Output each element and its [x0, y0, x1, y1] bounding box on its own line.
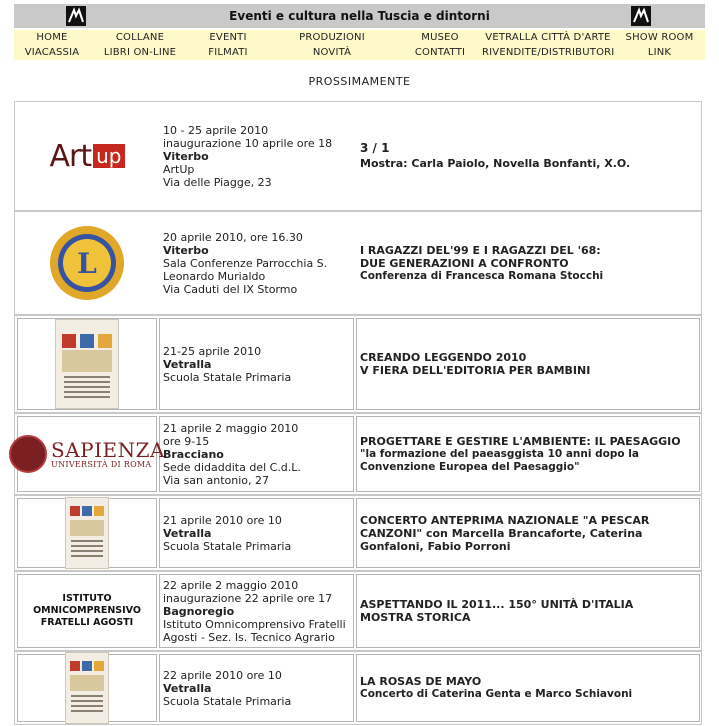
- event-item: [14, 315, 702, 413]
- event-poster-image: [65, 497, 109, 569]
- event-info: [161, 212, 355, 314]
- event-city: Bagnoregio: [163, 604, 235, 618]
- main-nav: [14, 30, 705, 60]
- institute-line: ISTITUTO: [62, 593, 112, 604]
- event-logo[interactable]: [17, 316, 157, 412]
- event-item: [14, 651, 702, 725]
- sapienza-subname: UNIVERSITÀ DI ROMA: [51, 459, 152, 469]
- event-time: ore 9-15: [163, 434, 210, 448]
- sapienza-name: SAPIENZA: [51, 437, 165, 462]
- event-date: 10 - 25 aprile 2010: [163, 123, 269, 137]
- event-subtitle: V FIERA DELL'EDITORIA PER BAMBINI: [360, 364, 591, 377]
- event-subtitle: Mostra: Carla Paiolo, Novella Bonfanti, X.O.: [360, 157, 631, 170]
- event-city: Vetralla: [163, 357, 212, 371]
- event-city: Bracciano: [163, 447, 224, 461]
- event-desc: [358, 316, 700, 412]
- nav-show-room[interactable]: SHOW ROOM: [625, 32, 694, 43]
- nav-collane[interactable]: COLLANE: [115, 32, 165, 43]
- event-date-detail: inaugurazione 10 aprile ore 18: [163, 136, 333, 150]
- event-item: [14, 571, 702, 651]
- nav-produzioni[interactable]: PRODUZIONI: [299, 32, 365, 43]
- event-info: [161, 414, 355, 494]
- event-date: 22 aprile 2 maggio 2010: [163, 578, 299, 592]
- event-place-cont: Leonardo Murialdo: [163, 269, 266, 283]
- artup-logo: [50, 139, 125, 174]
- event-city: Viterbo: [163, 149, 209, 163]
- event-place: Sede didaddita del C.d.L.: [163, 460, 301, 474]
- event-desc: [358, 212, 700, 314]
- site-title: Eventi e cultura nella Tuscia e dintorni: [229, 9, 490, 23]
- sapienza-logo: [9, 435, 165, 473]
- event-info: [161, 572, 355, 650]
- site-header: [14, 4, 705, 28]
- event-info: [161, 316, 355, 412]
- nav-rivendite[interactable]: RIVENDITE/DISTRIBUTORI: [482, 47, 615, 58]
- event-subtitle: Conferenza di Francesca Romana Stocchi: [360, 269, 604, 282]
- section-title: PROSSIMAMENTE: [308, 75, 411, 88]
- event-subtitle: Concerto di Caterina Genta e Marco Schiavoni: [360, 688, 633, 700]
- nav-eventi[interactable]: EVENTI: [209, 32, 247, 43]
- event-title: 3 / 1: [360, 141, 390, 155]
- event-desc: [358, 652, 700, 724]
- event-title: CONCERTO ANTEPRIMA NAZIONALE "A PESCAR CANZONI" con Marcella Brancaforte, Caterina Gonfaloni, Fabio Porroni: [360, 513, 650, 553]
- event-subtitle: MOSTRA STORICA: [360, 611, 471, 624]
- event-title-cont: DUE GENERAZIONI A CONFRONTO: [360, 256, 569, 270]
- event-info: [161, 652, 355, 724]
- event-poster-image: [55, 319, 119, 409]
- event-item: [14, 101, 702, 211]
- event-date-detail: inaugurazione 22 aprile ore 17: [163, 591, 333, 605]
- event-title: PROGETTARE E GESTIRE L'AMBIENTE: IL PAESAGGIO: [360, 434, 681, 448]
- event-title: LA ROSAS DE MAYO: [360, 675, 482, 688]
- artup-logo-badge: up: [93, 144, 124, 168]
- event-place: Scuola Statale Primaria: [163, 370, 292, 384]
- event-desc: [358, 572, 700, 650]
- nav-novita[interactable]: NOVITÀ: [312, 47, 352, 58]
- nav-link[interactable]: LINK: [647, 47, 672, 58]
- event-title: CREANDO LEGGENDO 2010: [360, 351, 527, 364]
- nav-viacassia[interactable]: VIACASSIA: [24, 47, 80, 58]
- event-logo[interactable]: [17, 414, 165, 494]
- event-logo[interactable]: [17, 102, 157, 210]
- event-city: Vetralla: [163, 681, 212, 695]
- event-date: 21-25 aprile 2010: [163, 344, 262, 358]
- event-place-cont: Agosti - Sez. Is. Tecnico Agrario: [163, 630, 335, 644]
- event-place: Scuola Statale Primaria: [163, 694, 292, 708]
- event-desc: [358, 496, 700, 570]
- event-title: ASPETTANDO IL 2011... 150° UNITÀ D'ITALIA: [360, 598, 634, 611]
- event-date: 21 aprile 2010 ore 10: [163, 513, 282, 527]
- event-item: [14, 211, 702, 315]
- event-date: 22 aprile 2010 ore 10: [163, 668, 282, 682]
- event-city: Vetralla: [163, 526, 212, 540]
- event-place: Istituto Omnicomprensivo Fratelli: [163, 617, 346, 631]
- dm-logo-icon[interactable]: [631, 6, 651, 26]
- event-subtitle: "la formazione del paeasggista 10 anni dopo la Convenzione Europea del Paesaggio": [360, 447, 639, 473]
- nav-filmati[interactable]: FILMATI: [208, 47, 248, 58]
- sapienza-seal-icon: [9, 435, 47, 473]
- event-logo[interactable]: [17, 652, 157, 724]
- event-info: [161, 496, 355, 570]
- institute-logo-text: [33, 593, 141, 629]
- nav-home[interactable]: HOME: [36, 32, 68, 43]
- institute-line: OMNICOMPRENSIVO: [33, 605, 141, 616]
- artup-logo-text: Art: [49, 138, 92, 174]
- event-item: [14, 495, 702, 571]
- event-logo[interactable]: [17, 212, 157, 314]
- event-info: [161, 102, 355, 210]
- event-city: Viterbo: [163, 243, 209, 257]
- institute-line: FRATELLI AGOSTI: [40, 617, 134, 628]
- event-desc: [358, 414, 700, 494]
- lions-club-logo-icon: [48, 224, 126, 302]
- event-logo[interactable]: [17, 572, 157, 650]
- event-item: [14, 413, 702, 495]
- nav-museo[interactable]: MUSEO: [421, 32, 459, 43]
- event-poster-image: [65, 652, 109, 724]
- event-place: Sala Conferenze Parrocchia S.: [163, 256, 328, 270]
- event-place: ArtUp: [163, 162, 195, 176]
- event-address: Via delle Piagge, 23: [163, 175, 272, 189]
- event-place: Scuola Statale Primaria: [163, 539, 292, 553]
- event-address: Via san antonio, 27: [163, 473, 270, 487]
- event-title: I RAGAZZI DEL'99 E I RAGAZZI DEL '68:: [360, 243, 601, 257]
- event-date: 21 aprile 2 maggio 2010: [163, 421, 299, 435]
- nav-contatti[interactable]: CONTATTI: [414, 47, 466, 58]
- dm-logo-icon[interactable]: [66, 6, 86, 26]
- event-address: Via Caduti del IX Stormo: [163, 282, 298, 296]
- lions-letter: L: [77, 247, 97, 280]
- event-logo[interactable]: [17, 496, 157, 570]
- nav-libri-online[interactable]: LIBRI ON-LINE: [103, 47, 177, 58]
- event-desc: [358, 102, 700, 210]
- event-date: 20 aprile 2010, ore 16.30: [163, 230, 303, 244]
- nav-vetralla-citta-darte[interactable]: VETRALLA CITTÀ D'ARTE: [485, 32, 611, 43]
